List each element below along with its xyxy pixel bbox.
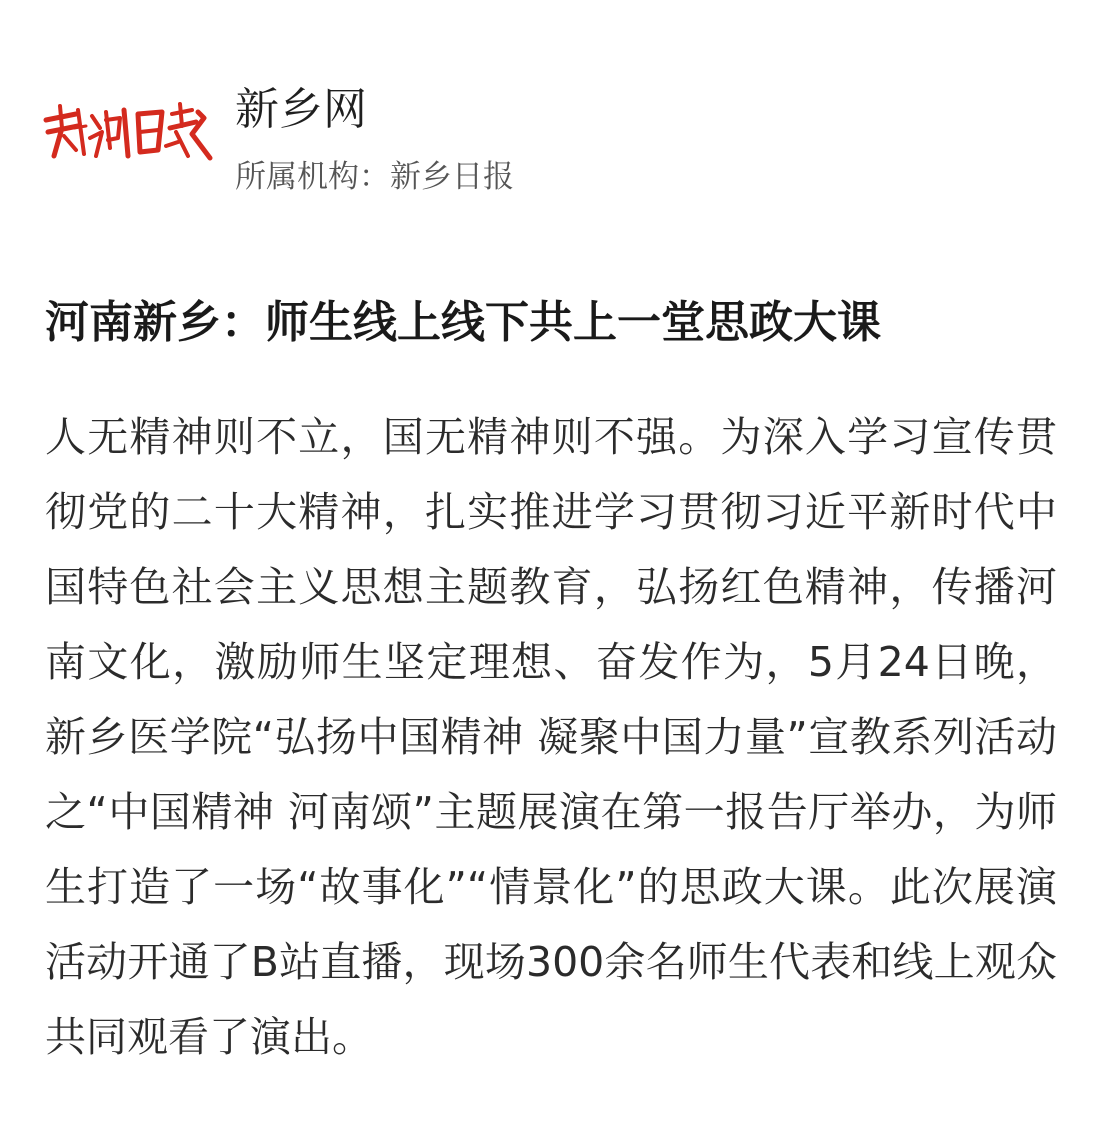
newspaper-logo-icon (40, 98, 215, 168)
source-org (235, 156, 514, 198)
article-title: 河南新乡：师生线上线下共上一堂思政大课 (45, 297, 881, 348)
source-header[interactable] (40, 80, 1060, 200)
org-name: 新乡日报 (390, 159, 514, 195)
source-name[interactable]: 新乡网 (235, 84, 367, 135)
source-logo[interactable] (40, 98, 215, 168)
article-body: 人无精神则不立，国无精神则不强。为深入学习宣传贯彻党的二十大精神，扎实推进学习贯彻习近平新时代中国特色社会主义思想主题教育，弘扬红色精神，传播河南文化，激励师生坚定理想、奋发作为，5月24日晚，新乡医学院“弘扬中国精神 凝聚中国力量”宣教系列活动之“中国精神 河南颂”主题展演在第一报告厅举办，为师生打造了一场“故事化”“情景化”的思政大课。此次展演活动开通了B站直播，现场300余名师生代表和线上观众共同观看了演出。 (45, 413, 1057, 1061)
org-label: 所属机构： (235, 159, 390, 195)
